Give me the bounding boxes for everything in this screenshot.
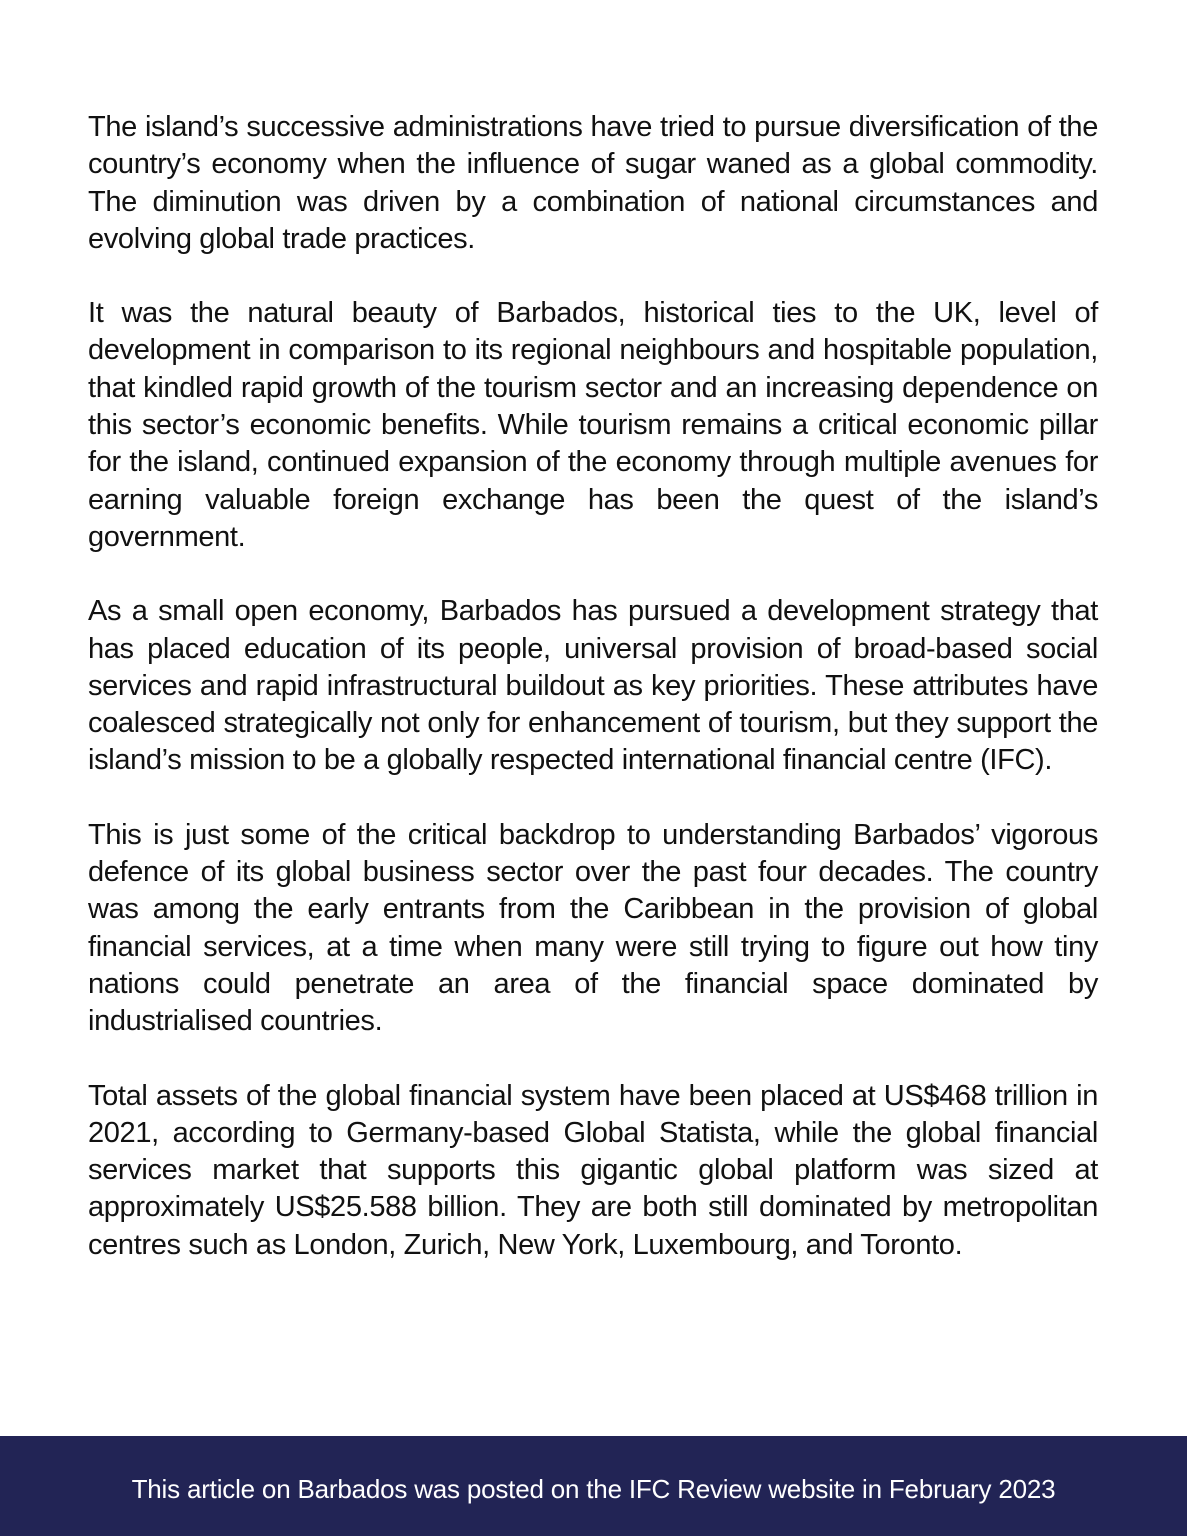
article-paragraph-5: Total assets of the global financial system have been placed at US$468 trillion in 2021, according to Germany-based Global Statista, while the global financial services market that supports this gigantic global platform was sized at approximately US$25.588 billion. They are both still dominated by metropolitan centres such as London, Zurich, New York, Luxembourg, and Toronto. xyxy=(88,1079,1098,1261)
article-body xyxy=(88,109,1098,1301)
footer-banner xyxy=(0,1436,1187,1536)
footer-note: This article on Barbados was posted on the IFC Review website in February 2023 xyxy=(131,1474,1056,1504)
article-paragraph-2: It was the natural beauty of Barbados, historical ties to the UK, level of development in comparison to its regional neighbours and hospitable population, that kindled rapid growth of the tourism sector and an increasing dependence on this sector’s economic benefits. While tourism remains a critical economic pillar for the island, continued expansion of the economy through multiple avenues for earning valuable foreign exchange has been the quest of the island’s government. xyxy=(88,297,1098,553)
article-paragraph-1: The island’s successive administrations have tried to pursue diversification of the country’s economy when the influence of sugar waned as a global commodity. The diminution was driven by a combination of national circumstances and evolving global trade practices. xyxy=(88,111,1098,255)
article-paragraph-4: This is just some of the critical backdrop to understanding Barbados’ vigorous defence of its global business sector over the past four decades. The country was among the early entrants from the Caribbean in the provision of global financial services, at a time when many were still trying to figure out how tiny nations could penetrate an area of the financial space dominated by industrialised countries. xyxy=(88,818,1098,1038)
article-paragraph-3: As a small open economy, Barbados has pursued a development strategy that has placed education of its people, universal provision of broad-based social services and rapid infrastructural buildout as key priorities. These attributes have coalesced strategically not only for enhancement of tourism, but they support the island’s mission to be a globally respected international financial centre (IFC). xyxy=(88,595,1098,777)
